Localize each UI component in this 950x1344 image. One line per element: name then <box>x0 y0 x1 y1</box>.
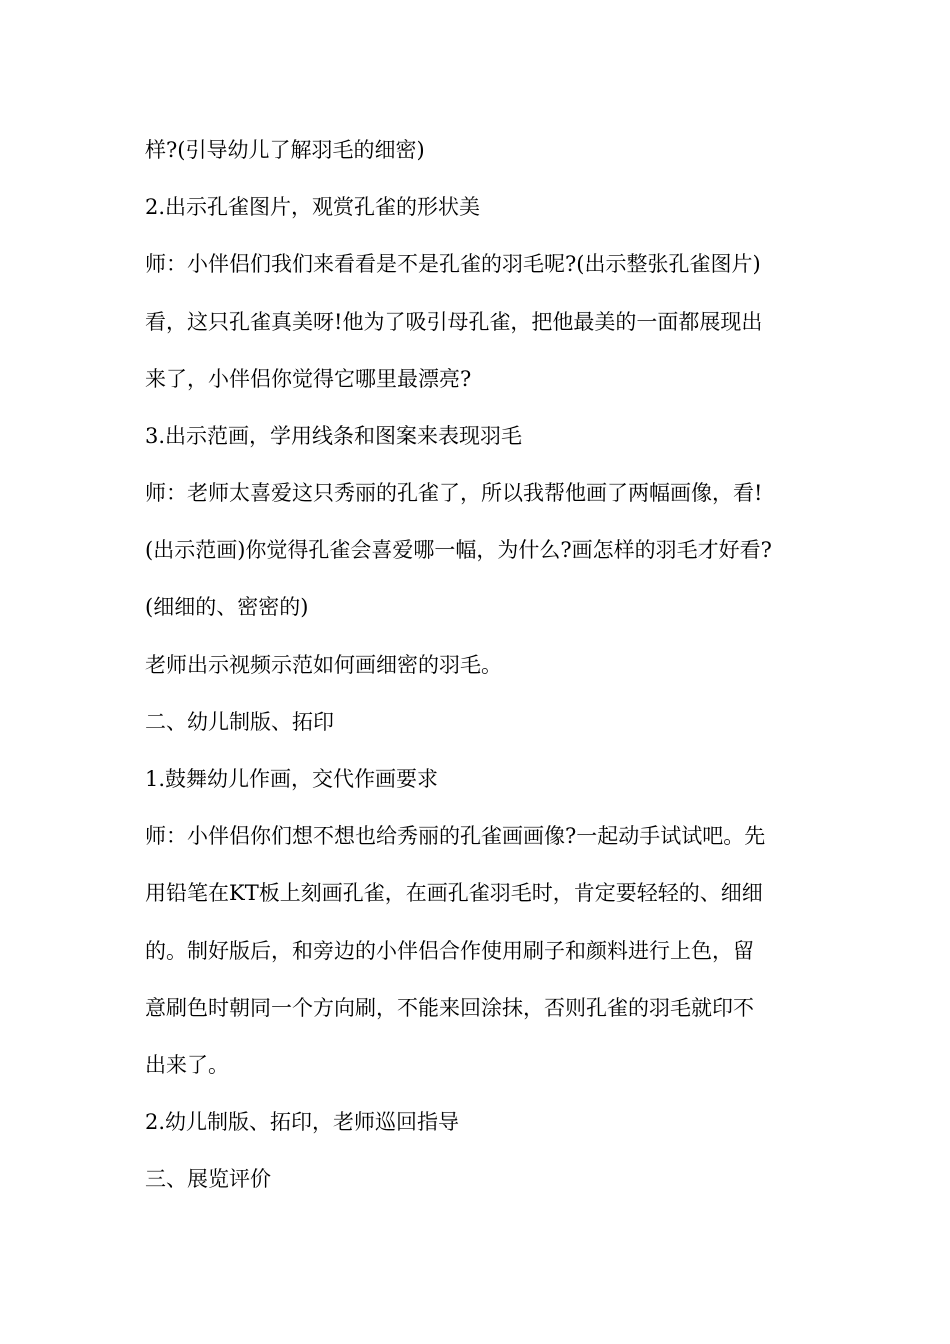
numbered-step-heading: 2.幼儿制版、拓印，老师巡回指导 <box>145 1110 460 1134</box>
text-line: 看，这只孔雀真美呀!他为了吸引母孔雀，把他最美的一面都展现出 <box>145 310 763 334</box>
numbered-step-heading: 2.出示孔雀图片，观赏孔雀的形状美 <box>145 195 481 219</box>
text-line: 来了，小伴侣你觉得它哪里最漂亮? <box>145 367 472 391</box>
text-line: (出示范画)你觉得孔雀会喜爱哪一幅，为什么?画怎样的羽毛才好看? <box>145 538 772 562</box>
text-line: 老师出示视频示范如何画细密的羽毛。 <box>145 653 502 677</box>
text-line: 的。制好版后，和旁边的小伴侣合作使用刷子和颜料进行上色，留 <box>145 939 754 963</box>
numbered-step-heading: 1.鼓舞幼儿作画，交代作画要求 <box>145 767 439 791</box>
text-line: 师：老师太喜爱这只秀丽的孔雀了，所以我帮他画了两幅画像，看! <box>145 481 763 505</box>
numbered-step-heading: 3.出示范画，学用线条和图案来表现羽毛 <box>145 424 523 448</box>
text-line: 出来了。 <box>145 1053 229 1077</box>
text-line: (细细的、密密的) <box>145 595 309 619</box>
section-heading: 三、展览评价 <box>145 1167 271 1191</box>
text-line: 意刷色时朝同一个方向刷，不能来回涂抹，否则孔雀的羽毛就印不 <box>145 996 754 1020</box>
section-heading: 二、幼儿制版、拓印 <box>145 710 334 734</box>
text-line: 样?(引导幼儿了解羽毛的细密) <box>145 138 425 162</box>
text-line: 师：小伴侣们我们来看看是不是孔雀的羽毛呢?(出示整张孔雀图片) <box>145 252 761 276</box>
text-line: 用铅笔在KT板上刻画孔雀，在画孔雀羽毛时，肯定要轻轻的、细细 <box>145 881 763 905</box>
text-line: 师：小伴侣你们想不想也给秀丽的孔雀画画像?一起动手试试吧。先 <box>145 824 766 848</box>
